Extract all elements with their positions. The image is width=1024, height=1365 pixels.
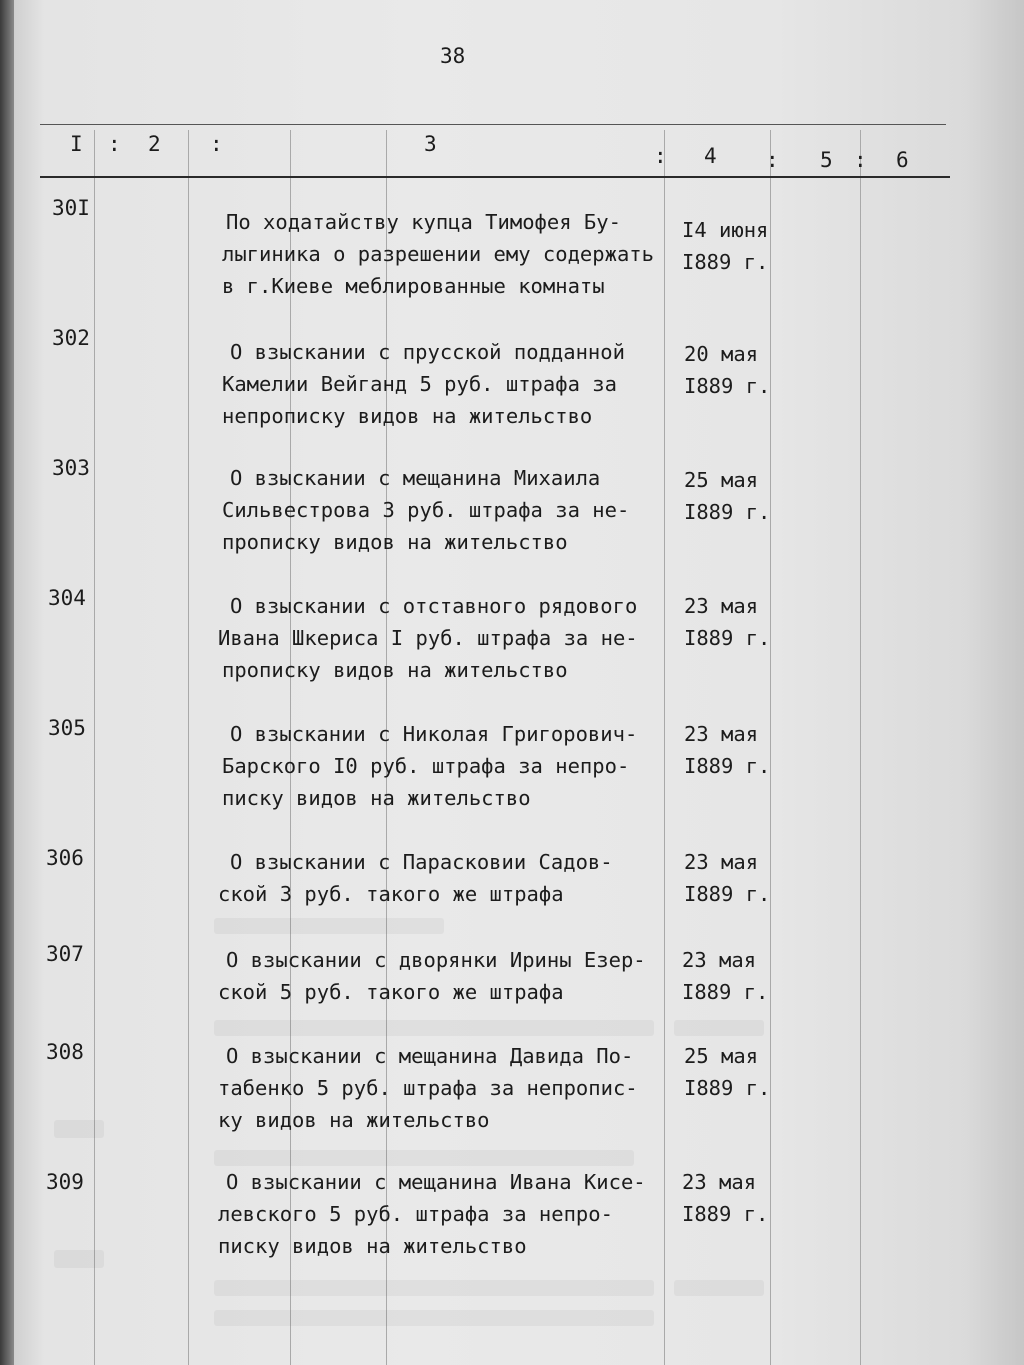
entry-number: 306 [46, 846, 84, 870]
entry-text: О взыскании с Николая Григорович- Барского I0 руб. штрафа за непро- писку видов на жительство [222, 722, 638, 810]
entry-number: 305 [48, 716, 86, 740]
entry-number: 30I [52, 196, 90, 220]
entry-text: О взыскании с дворянки Ирины Езер- ской 5 руб. такого же штрафа [218, 948, 646, 1004]
entry-text: О взыскании с мещанина Ивана Кисе- левского 5 руб. штрафа за непро- писку видов на жительство [218, 1170, 646, 1258]
header-sep: : [210, 132, 223, 156]
document-page [14, 0, 1024, 1365]
header-col-6: 6 [896, 148, 909, 172]
entry-number: 302 [52, 326, 90, 350]
entry-date: 25 мая I889 г. [684, 468, 771, 524]
header-col-1: I [70, 132, 83, 156]
entry-text: По ходатайству купца Тимофея Бу- лыгиника о разрешении ему содержать в г.Киеве меблированные комнаты [222, 210, 654, 298]
header-sep: : [854, 148, 867, 172]
entry-number: 309 [46, 1170, 84, 1194]
entry-number: 304 [48, 586, 86, 610]
book-spine-edge [0, 0, 14, 1365]
entry-date: 23 мая I889 г. [684, 722, 771, 778]
header-col-4: 4 [704, 144, 717, 168]
entry-date: I4 июня I889 г. [682, 218, 769, 274]
entry-date: 23 мая I889 г. [682, 1170, 769, 1226]
entry-text: О взыскании с прусской подданной Камелии Вейганд 5 руб. штрафа за непрописку видов на жительство [222, 340, 625, 428]
entry-text: О взыскании с мещанина Давида По- табенко 5 руб. штрафа за непропис- ку видов на жительство [218, 1044, 638, 1132]
page-number: 38 [440, 44, 466, 68]
header-sep: : [766, 148, 779, 172]
entry-number: 303 [52, 456, 90, 480]
entry-text: О взыскании с Парасковии Садов- ской 3 руб. такого же штрафа [218, 850, 613, 906]
header-sep: : [654, 144, 667, 168]
header-col-5: 5 [820, 148, 833, 172]
header-col-3: 3 [424, 132, 437, 156]
entry-number: 308 [46, 1040, 84, 1064]
entry-date: 23 мая I889 г. [682, 948, 769, 1004]
entry-text: О взыскании с отставного рядового Ивана Шкериса I руб. штрафа за не- прописку видов на жительство [218, 594, 638, 682]
entry-text: О взыскании с мещанина Михаила Сильвестрова 3 руб. штрафа за не- прописку видов на жительство [222, 466, 630, 554]
entry-number: 307 [46, 942, 84, 966]
header-col-2: 2 [148, 132, 161, 156]
header-sep: : [108, 132, 121, 156]
entry-date: 25 мая I889 г. [684, 1044, 771, 1100]
entry-date: 23 мая I889 г. [684, 594, 771, 650]
bleed-through-texture [14, 0, 1024, 1365]
entry-date: 20 мая I889 г. [684, 342, 771, 398]
entry-date: 23 мая I889 г. [684, 850, 771, 906]
